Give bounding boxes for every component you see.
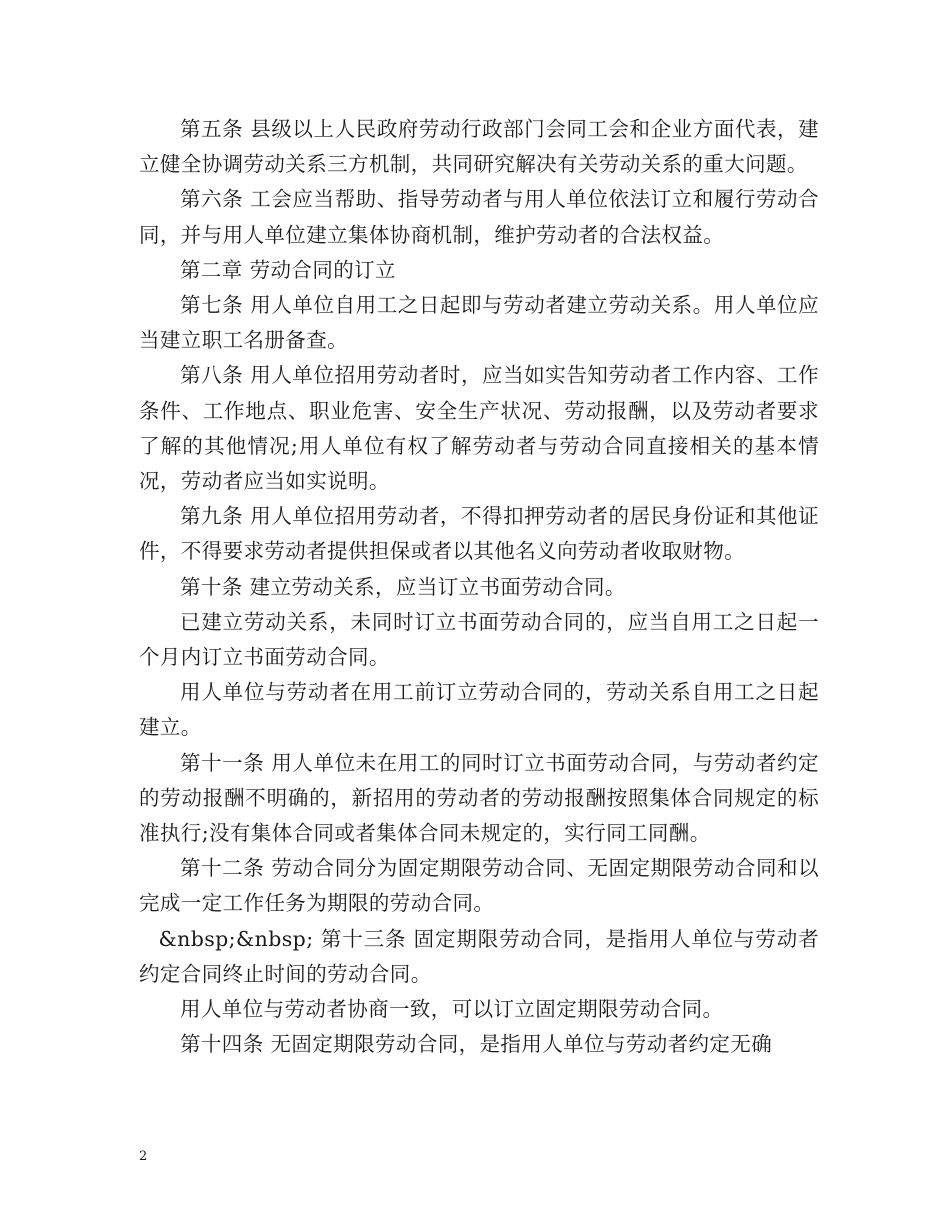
paragraph-article-13: &nbsp;&nbsp; 第十三条 固定期限劳动合同，是指用人单位与劳动者约定合同终止时间的劳动合同。: [139, 926, 819, 986]
paragraph-article-10: 第十条 建立劳动关系，应当订立书面劳动合同。: [180, 574, 626, 599]
paragraph-article-7: 第七条 用人单位自用工之日起即与劳动者建立劳动关系。用人单位应当建立职工名册备查。: [139, 293, 819, 353]
chapter-heading: 第二章 劳动合同的订立: [180, 257, 396, 282]
paragraph-article-11: 第十一条 用人单位未在用工的同时订立书面劳动合同，与劳动者约定的劳动报酬不明确的，新招用的劳动者的劳动报酬按照集体合同规定的标准执行;没有集体合同或者集体合同未规定的，实行同工同酬。: [139, 750, 819, 846]
paragraph-article-8: 第八条 用人单位招用劳动者时，应当如实告知劳动者工作内容、工作条件、工作地点、职业危害、安全生产状况、劳动报酬，以及劳动者要求了解的其他情况;用人单位有权了解劳动者与劳动合同直接相关的基本情况，劳动者应当如实说明。: [139, 363, 819, 494]
paragraph-article-14: 第十四条 无固定期限劳动合同，是指用人单位与劳动者约定无确: [180, 1032, 773, 1057]
paragraph-article-6: 第六条 工会应当帮助、指导劳动者与用人单位依法订立和履行劳动合同，并与用人单位建立集体协商机制，维护劳动者的合法权益。: [139, 187, 819, 247]
document-body: [139, 112, 819, 1062]
paragraph-article-13-clause-2: 用人单位与劳动者协商一致，可以订立固定期限劳动合同。: [180, 997, 724, 1022]
paragraph-article-5: 第五条 县级以上人民政府劳动行政部门会同工会和企业方面代表，建立健全协调劳动关系三方机制，共同研究解决有关劳动关系的重大问题。: [139, 117, 819, 177]
paragraph-article-12: 第十二条 劳动合同分为固定期限劳动合同、无固定期限劳动合同和以完成一定工作任务为期限的劳动合同。: [139, 856, 819, 916]
paragraph-article-10-clause-2: 已建立劳动关系，未同时订立书面劳动合同的，应当自用工之日起一个月内订立书面劳动合同。: [139, 609, 819, 670]
page-number: 2: [139, 1149, 148, 1164]
paragraph-article-10-clause-3: 用人单位与劳动者在用工前订立劳动合同的，劳动关系自用工之日起建立。: [139, 680, 819, 740]
paragraph-article-9: 第九条 用人单位招用劳动者，不得扣押劳动者的居民身份证和其他证件，不得要求劳动者提供担保或者以其他名义向劳动者收取财物。: [139, 504, 819, 564]
